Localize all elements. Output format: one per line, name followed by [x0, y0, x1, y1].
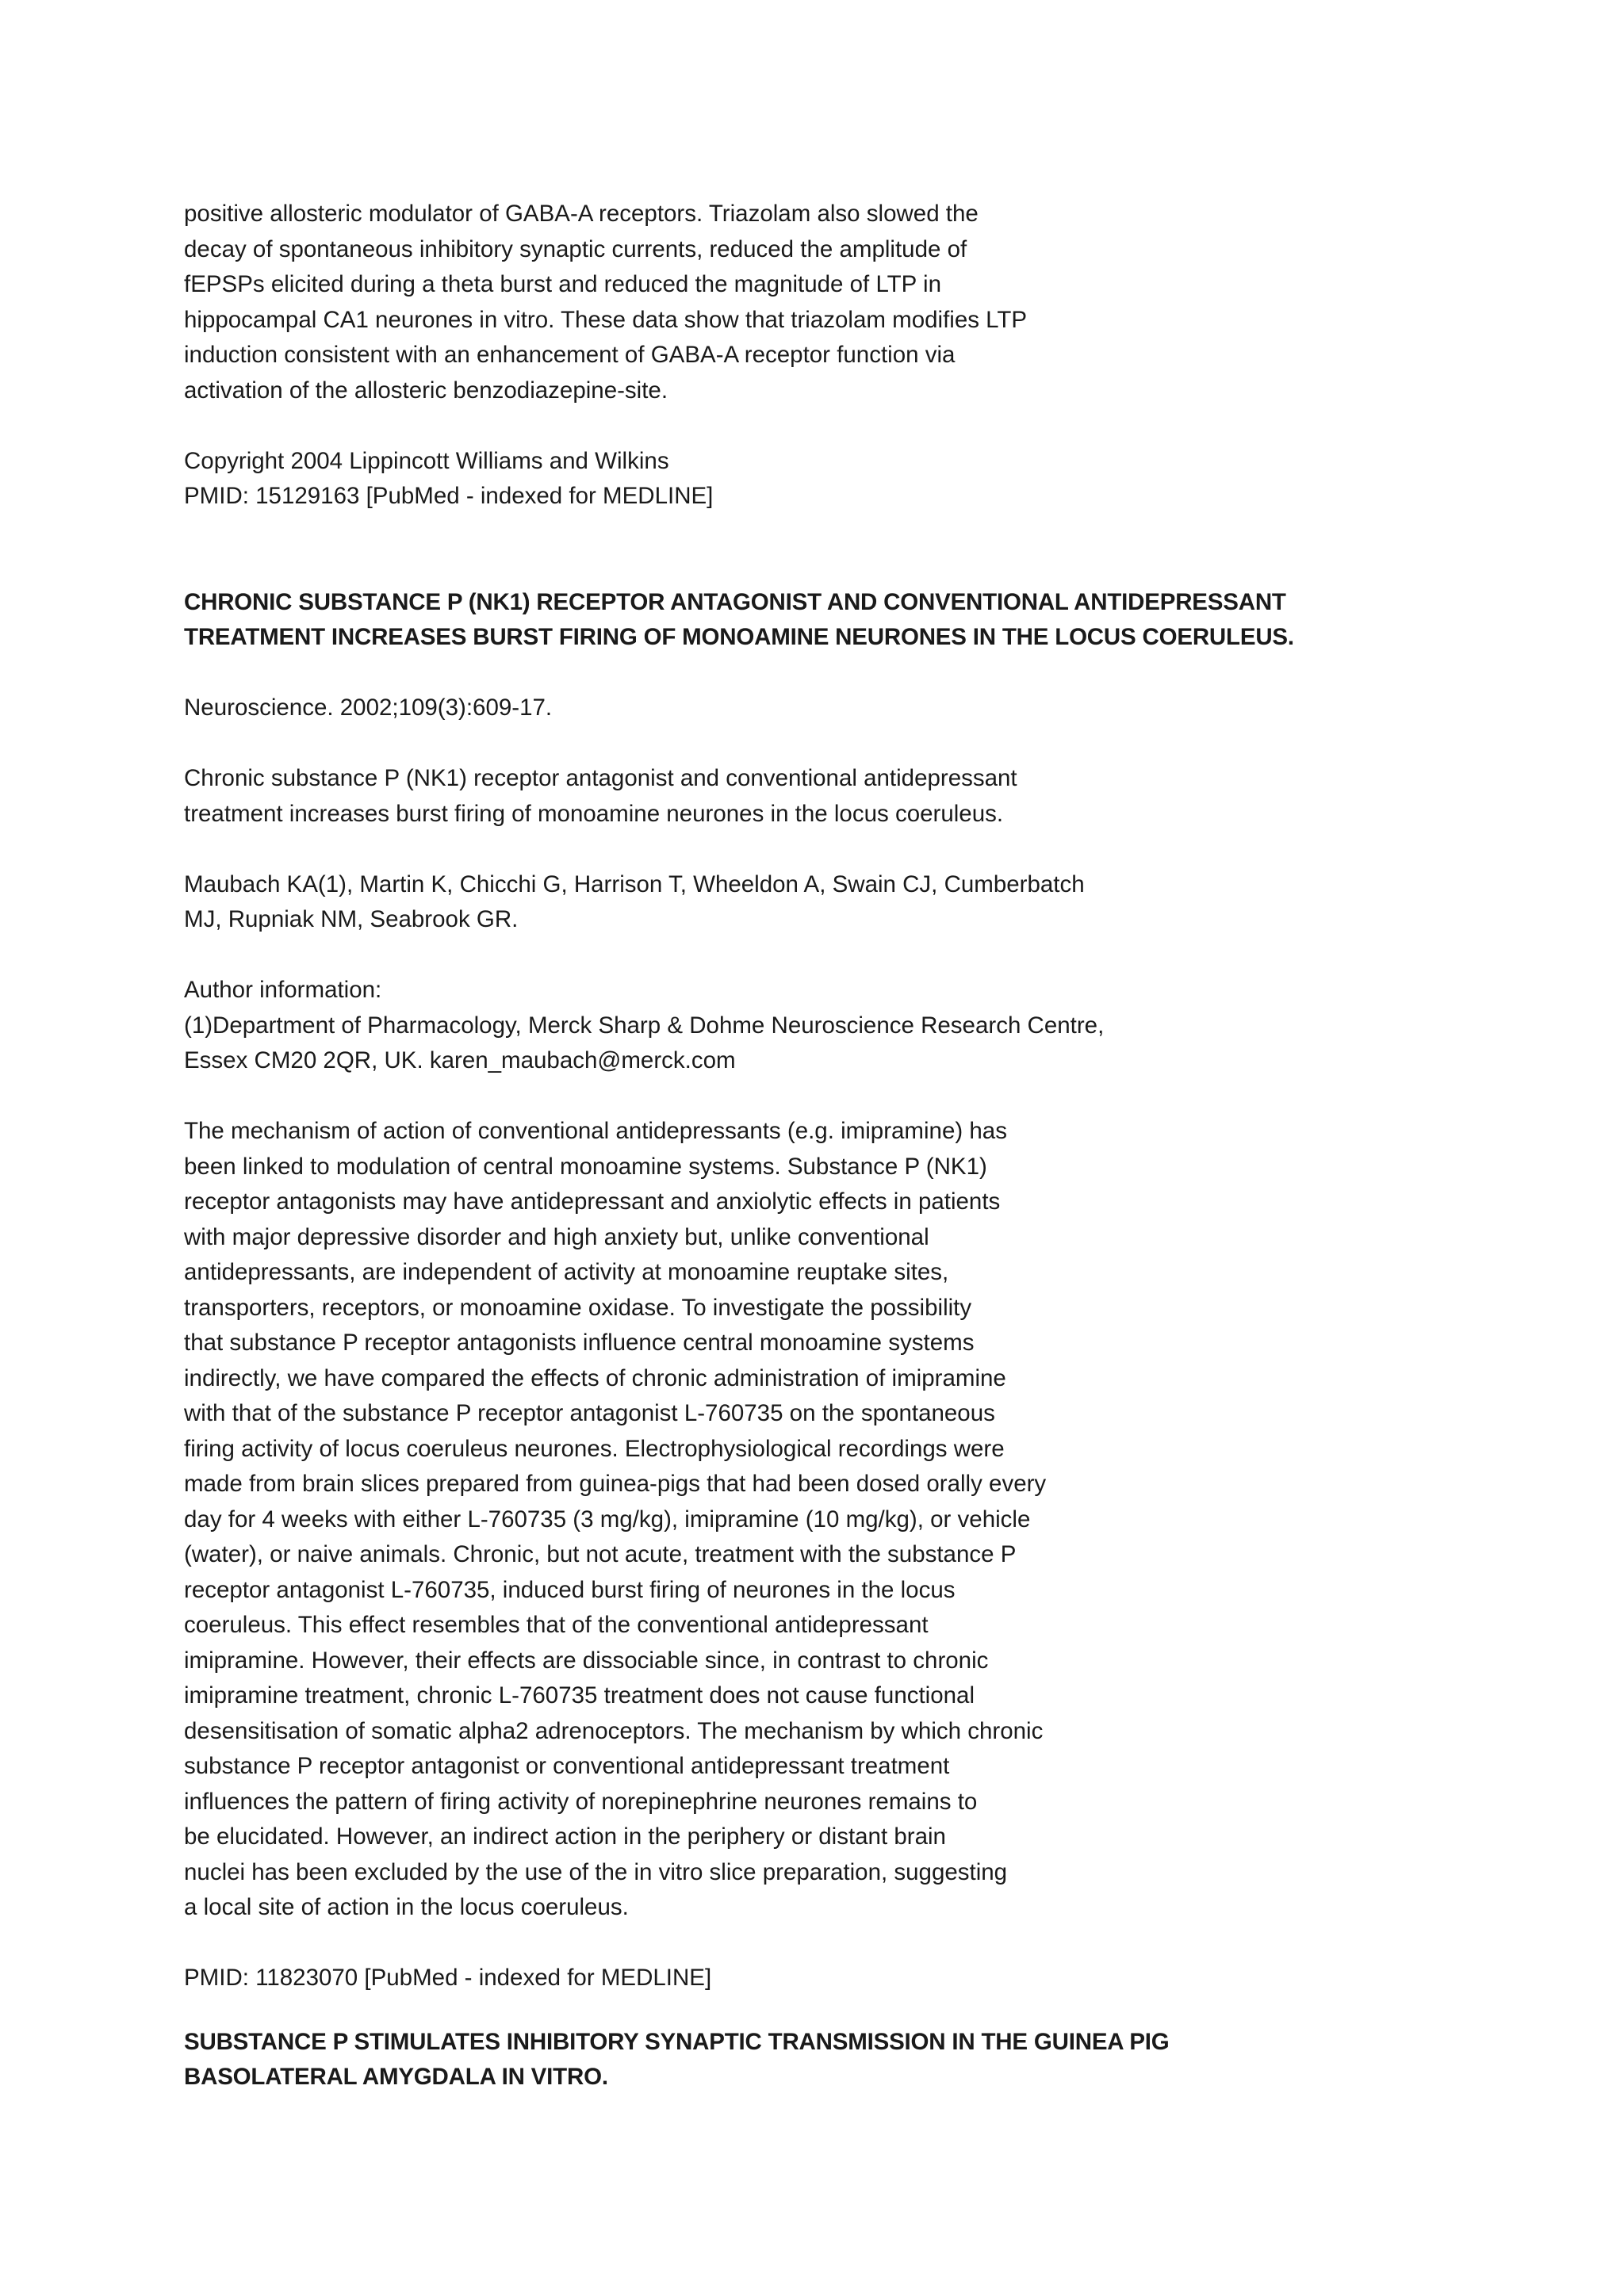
abstract-line: day for 4 weeks with either L-760735 (3 mg/kg), imipramine (10 mg/kg), or vehicle — [184, 1506, 1031, 1533]
abstract-line: transporters, receptors, or monoamine oxidase. To investigate the possibility — [184, 1294, 972, 1321]
article-title — [184, 585, 1453, 656]
title-line: CHRONIC SUBSTANCE P (NK1) RECEPTOR ANTAGONIST AND CONVENTIONAL ANTIDEPRESSANT — [184, 588, 1286, 615]
abstract-line: with that of the substance P receptor antagonist L-760735 on the spontaneous — [184, 1400, 995, 1426]
document-page — [184, 197, 1453, 2095]
abstract-line: firing activity of locus coeruleus neurones. Electrophysiological recordings were — [184, 1435, 1005, 1462]
abstract-line: (water), or naive animals. Chronic, but not acute, treatment with the substance P — [184, 1541, 1017, 1567]
article-abstract — [184, 1114, 1453, 1926]
author-affiliation: Essex CM20 2QR, UK. karen_maubach@merck.com — [184, 1047, 736, 1073]
pmid-line: PMID: 11823070 [PubMed - indexed for MEDLINE] — [184, 1965, 712, 1991]
abstract-line: fEPSPs elicited during a theta burst and reduced the magnitude of LTP in — [184, 271, 941, 297]
author-list — [184, 867, 1453, 938]
author-info-heading: Author information: — [184, 977, 382, 1003]
next-article-title — [184, 2025, 1453, 2095]
author-information — [184, 973, 1453, 1079]
journal-citation: Neuroscience. 2002;109(3):609-17. — [184, 695, 553, 721]
abstract-line: with major depressive disorder and high anxiety but, unlike conventional — [184, 1223, 929, 1250]
abstract-line: been linked to modulation of central monoamine systems. Substance P (NK1) — [184, 1153, 987, 1180]
authors-line: Maubach KA(1), Martin K, Chicchi G, Harrison T, Wheeldon A, Swain CJ, Cumberbatch — [184, 871, 1085, 897]
abstract-line: that substance P receptor antagonists influence central monoamine systems — [184, 1330, 975, 1356]
previous-abstract — [184, 197, 1453, 408]
article-subtitle — [184, 761, 1453, 832]
abstract-line: hippocampal CA1 neurones in vitro. These data show that triazolam modifies LTP — [184, 306, 1028, 333]
abstract-line: desensitisation of somatic alpha2 adrenoceptors. The mechanism by which chronic — [184, 1717, 1044, 1744]
abstract-line: imipramine. However, their effects are dissociable since, in contrast to chronic — [184, 1647, 989, 1674]
title-line: TREATMENT INCREASES BURST FIRING OF MONOAMINE NEURONES IN THE LOCUS COERULEUS. — [184, 624, 1294, 650]
subtitle-line: treatment increases burst firing of monoamine neurones in the locus coeruleus. — [184, 800, 1004, 827]
pmid-line: PMID: 15129163 [PubMed - indexed for MEDLINE] — [184, 483, 714, 509]
abstract-line: be elucidated. However, an indirect action in the periphery or distant brain — [184, 1823, 946, 1850]
abstract-line: induction consistent with an enhancement of GABA-A receptor function via — [184, 342, 956, 368]
abstract-line: nuclei has been excluded by the use of the in vitro slice preparation, suggesting — [184, 1858, 1008, 1885]
subtitle-line: Chronic substance P (NK1) receptor antagonist and conventional antidepressant — [184, 765, 1017, 791]
author-affiliation: (1)Department of Pharmacology, Merck Sharp & Dohme Neuroscience Research Centre, — [184, 1012, 1105, 1039]
abstract-line: decay of spontaneous inhibitory synaptic currents, reduced the amplitude of — [184, 235, 967, 262]
authors-line: MJ, Rupniak NM, Seabrook GR. — [184, 906, 519, 932]
abstract-line: indirectly, we have compared the effects of chronic administration of imipramine — [184, 1364, 1006, 1391]
abstract-line: made from brain slices prepared from guinea-pigs that had been dosed orally every — [184, 1471, 1047, 1497]
abstract-line: receptor antagonist L-760735, induced burst firing of neurones in the locus — [184, 1576, 956, 1603]
abstract-line: imipramine treatment, chronic L-760735 treatment does not cause functional — [184, 1682, 975, 1709]
title-line: BASOLATERAL AMYGDALA IN VITRO. — [184, 2064, 608, 2090]
abstract-line: activation of the allosteric benzodiazepine-site. — [184, 377, 668, 404]
abstract-line: receptor antagonists may have antidepressant and anxiolytic effects in patients — [184, 1188, 1001, 1215]
abstract-line: The mechanism of action of conventional antidepressants (e.g. imipramine) has — [184, 1118, 1007, 1144]
abstract-line: substance P receptor antagonist or conventional antidepressant treatment — [184, 1753, 950, 1779]
abstract-line: coeruleus. This effect resembles that of the conventional antidepressant — [184, 1612, 929, 1638]
abstract-line: positive allosteric modulator of GABA-A receptors. Triazolam also slowed the — [184, 201, 979, 227]
copyright-notice: Copyright 2004 Lippincott Williams and Wilkins — [184, 447, 669, 474]
abstract-line: antidepressants, are independent of activity at monoamine reuptake sites, — [184, 1259, 949, 1285]
title-line: SUBSTANCE P STIMULATES INHIBITORY SYNAPTIC TRANSMISSION IN THE GUINEA PIG — [184, 2028, 1170, 2055]
abstract-line: a local site of action in the locus coeruleus. — [184, 1894, 629, 1920]
abstract-line: influences the pattern of firing activity of norepinephrine neurones remains to — [184, 1788, 978, 1815]
